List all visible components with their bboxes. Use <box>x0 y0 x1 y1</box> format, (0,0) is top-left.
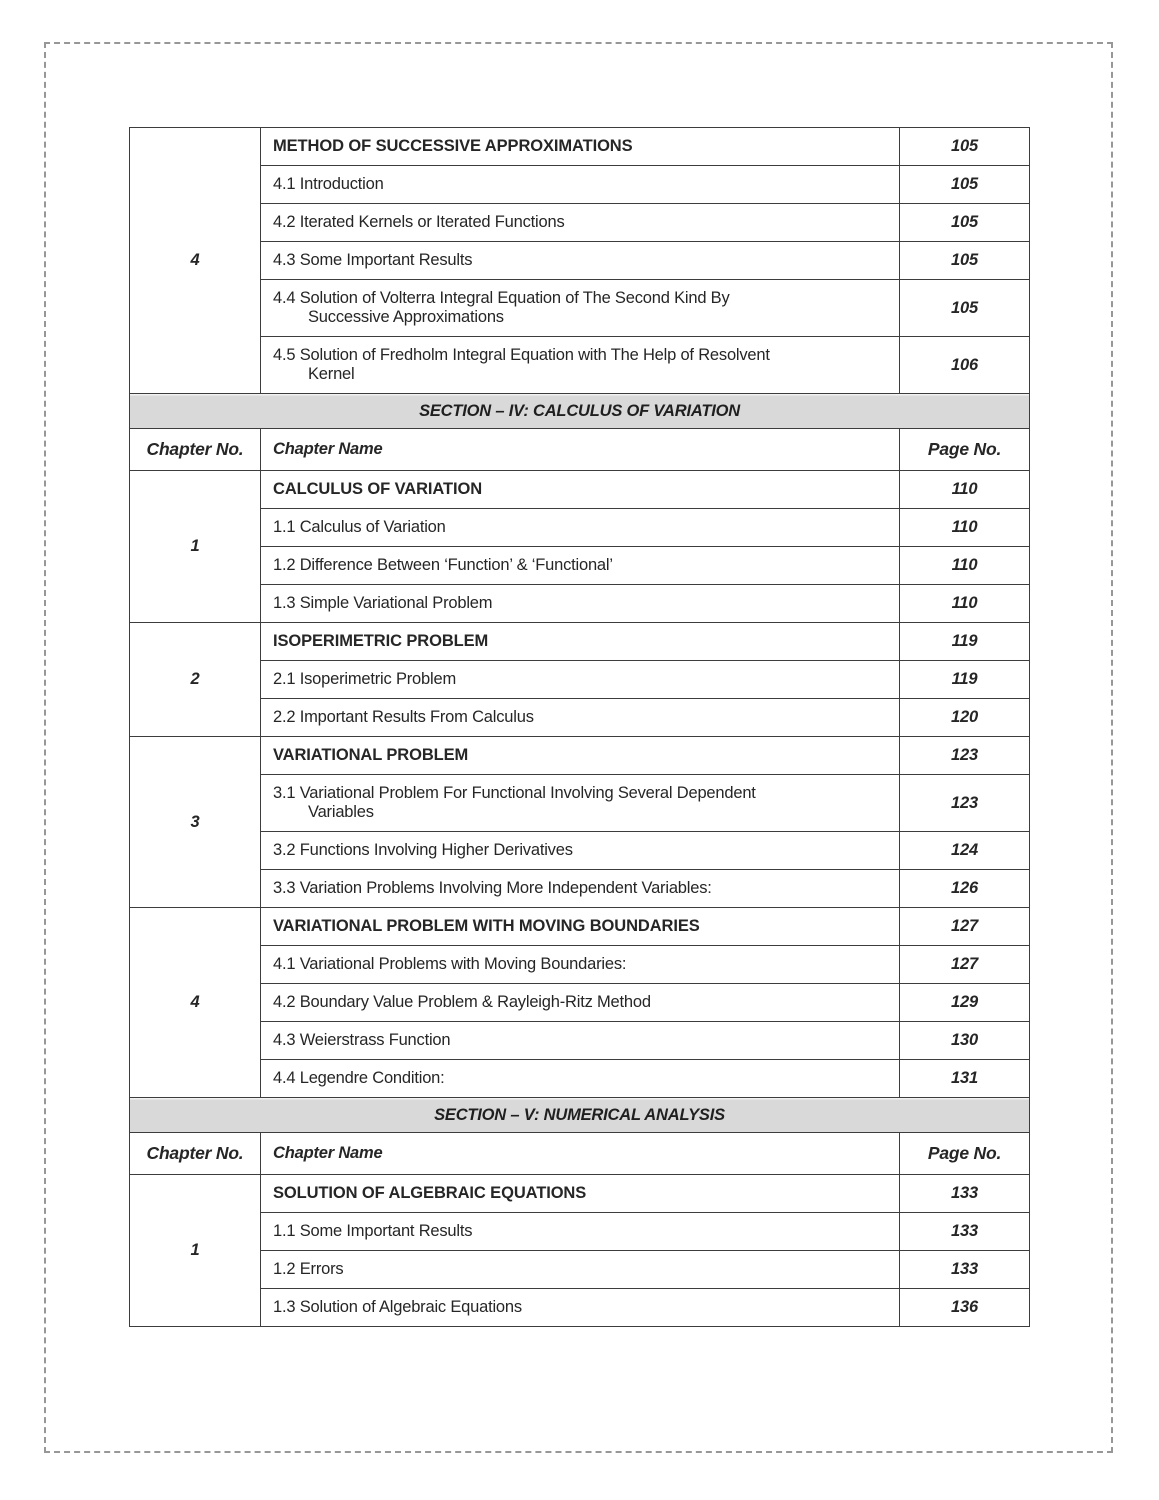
table-row <box>130 394 1030 429</box>
table-row <box>130 1022 1030 1060</box>
table-row <box>130 242 1030 280</box>
toc-table <box>129 127 1030 1327</box>
toc-entry-title: 4.1 Variational Problems with Moving Boundaries: <box>261 946 900 984</box>
table-row <box>130 984 1030 1022</box>
chapter-title: SOLUTION OF ALGEBRAIC EQUATIONS <box>261 1175 900 1213</box>
table-row <box>130 946 1030 984</box>
table-header-row <box>130 429 1030 471</box>
page-number: 126 <box>900 870 1030 908</box>
toc-entry-title: 4.3 Some Important Results <box>261 242 900 280</box>
table-row <box>130 623 1030 661</box>
chapter-title: METHOD OF SUCCESSIVE APPROXIMATIONS <box>261 128 900 166</box>
page-number: 127 <box>900 946 1030 984</box>
table-row <box>130 1060 1030 1098</box>
page-number: 123 <box>900 737 1030 775</box>
chapter-title: CALCULUS OF VARIATION <box>261 471 900 509</box>
toc-entry-title: 3.2 Functions Involving Higher Derivatives <box>261 832 900 870</box>
toc-entry-line1: 4.4 Solution of Volterra Integral Equation of The Second Kind By <box>273 289 730 307</box>
chapter-number: 4 <box>130 908 261 1098</box>
page-number: 106 <box>900 337 1030 394</box>
toc-entry-title: 4.2 Iterated Kernels or Iterated Functions <box>261 204 900 242</box>
table-row <box>130 908 1030 946</box>
table-row <box>130 128 1030 166</box>
toc-entry-title: 1.3 Simple Variational Problem <box>261 585 900 623</box>
table-row <box>130 870 1030 908</box>
chapter-title: VARIATIONAL PROBLEM WITH MOVING BOUNDARIES <box>261 908 900 946</box>
page-number: 110 <box>900 509 1030 547</box>
page-number: 110 <box>900 471 1030 509</box>
page-number: 119 <box>900 661 1030 699</box>
page-number: 129 <box>900 984 1030 1022</box>
column-header-chapter-name: Chapter Name <box>261 429 900 471</box>
page-number: 133 <box>900 1251 1030 1289</box>
page-number: 130 <box>900 1022 1030 1060</box>
table-row <box>130 1175 1030 1213</box>
table-row <box>130 280 1030 337</box>
table-header-row <box>130 1133 1030 1175</box>
chapter-number: 1 <box>130 1175 261 1327</box>
table-row <box>130 1098 1030 1133</box>
table-row <box>130 775 1030 832</box>
table-row <box>130 585 1030 623</box>
column-header-page-no: Page No. <box>900 1133 1030 1175</box>
page-number: 105 <box>900 128 1030 166</box>
toc-entry-line1: 3.1 Variational Problem For Functional Involving Several Dependent <box>273 784 756 802</box>
table-row <box>130 204 1030 242</box>
toc-entry-title: 4.4 Legendre Condition: <box>261 1060 900 1098</box>
toc-entry-title: 4.2 Boundary Value Problem & Rayleigh-Ritz Method <box>261 984 900 1022</box>
toc-entry-title: 1.1 Calculus of Variation <box>261 509 900 547</box>
column-header-chapter-no: Chapter No. <box>130 1133 261 1175</box>
page-number: 131 <box>900 1060 1030 1098</box>
section-header: SECTION – IV: CALCULUS OF VARIATION <box>130 394 1030 429</box>
table-row <box>130 1213 1030 1251</box>
page-number: 110 <box>900 547 1030 585</box>
toc-entry-title: 1.2 Errors <box>261 1251 900 1289</box>
table-row <box>130 699 1030 737</box>
chapter-title: ISOPERIMETRIC PROBLEM <box>261 623 900 661</box>
page-number: 133 <box>900 1213 1030 1251</box>
column-header-chapter-name: Chapter Name <box>261 1133 900 1175</box>
page-number: 136 <box>900 1289 1030 1327</box>
page-number: 105 <box>900 204 1030 242</box>
table-row <box>130 337 1030 394</box>
table-row <box>130 1289 1030 1327</box>
page-number: 105 <box>900 280 1030 337</box>
toc-entry-line1: 4.5 Solution of Fredholm Integral Equation with The Help of Resolvent <box>273 346 770 364</box>
toc-entry-title: 2.1 Isoperimetric Problem <box>261 661 900 699</box>
table-row <box>130 166 1030 204</box>
column-header-chapter-no: Chapter No. <box>130 429 261 471</box>
page-number: 110 <box>900 585 1030 623</box>
page-number: 119 <box>900 623 1030 661</box>
toc-entry-title: 4.3 Weierstrass Function <box>261 1022 900 1060</box>
chapter-number: 2 <box>130 623 261 737</box>
page-number: 105 <box>900 166 1030 204</box>
table-row <box>130 832 1030 870</box>
page-number: 120 <box>900 699 1030 737</box>
page-number: 133 <box>900 1175 1030 1213</box>
column-header-page-no: Page No. <box>900 429 1030 471</box>
toc-entry-title: 1.3 Solution of Algebraic Equations <box>261 1289 900 1327</box>
table-row <box>130 1251 1030 1289</box>
toc-entry-title: 1.2 Difference Between ‘Function’ & ‘Functional’ <box>261 547 900 585</box>
toc-entry-title: 3.3 Variation Problems Involving More Independent Variables: <box>261 870 900 908</box>
table-row <box>130 471 1030 509</box>
table-row <box>130 509 1030 547</box>
table-row <box>130 661 1030 699</box>
toc-entry-line2: Successive Approximations <box>308 308 504 326</box>
chapter-title: VARIATIONAL PROBLEM <box>261 737 900 775</box>
chapter-number: 4 <box>130 128 261 394</box>
toc-entry-title: 1.1 Some Important Results <box>261 1213 900 1251</box>
toc-entry-title <box>261 337 900 394</box>
toc-entry-title <box>261 280 900 337</box>
page-number: 127 <box>900 908 1030 946</box>
page-number: 123 <box>900 775 1030 832</box>
chapter-number: 3 <box>130 737 261 908</box>
page-number: 124 <box>900 832 1030 870</box>
toc-entry-title <box>261 775 900 832</box>
table-row <box>130 547 1030 585</box>
toc-entry-line2: Variables <box>308 803 374 821</box>
table-row <box>130 737 1030 775</box>
toc-entry-title: 2.2 Important Results From Calculus <box>261 699 900 737</box>
toc-entry-line2: Kernel <box>308 365 355 383</box>
section-header: SECTION – V: NUMERICAL ANALYSIS <box>130 1098 1030 1133</box>
toc-entry-title: 4.1 Introduction <box>261 166 900 204</box>
chapter-number: 1 <box>130 471 261 623</box>
page-number: 105 <box>900 242 1030 280</box>
